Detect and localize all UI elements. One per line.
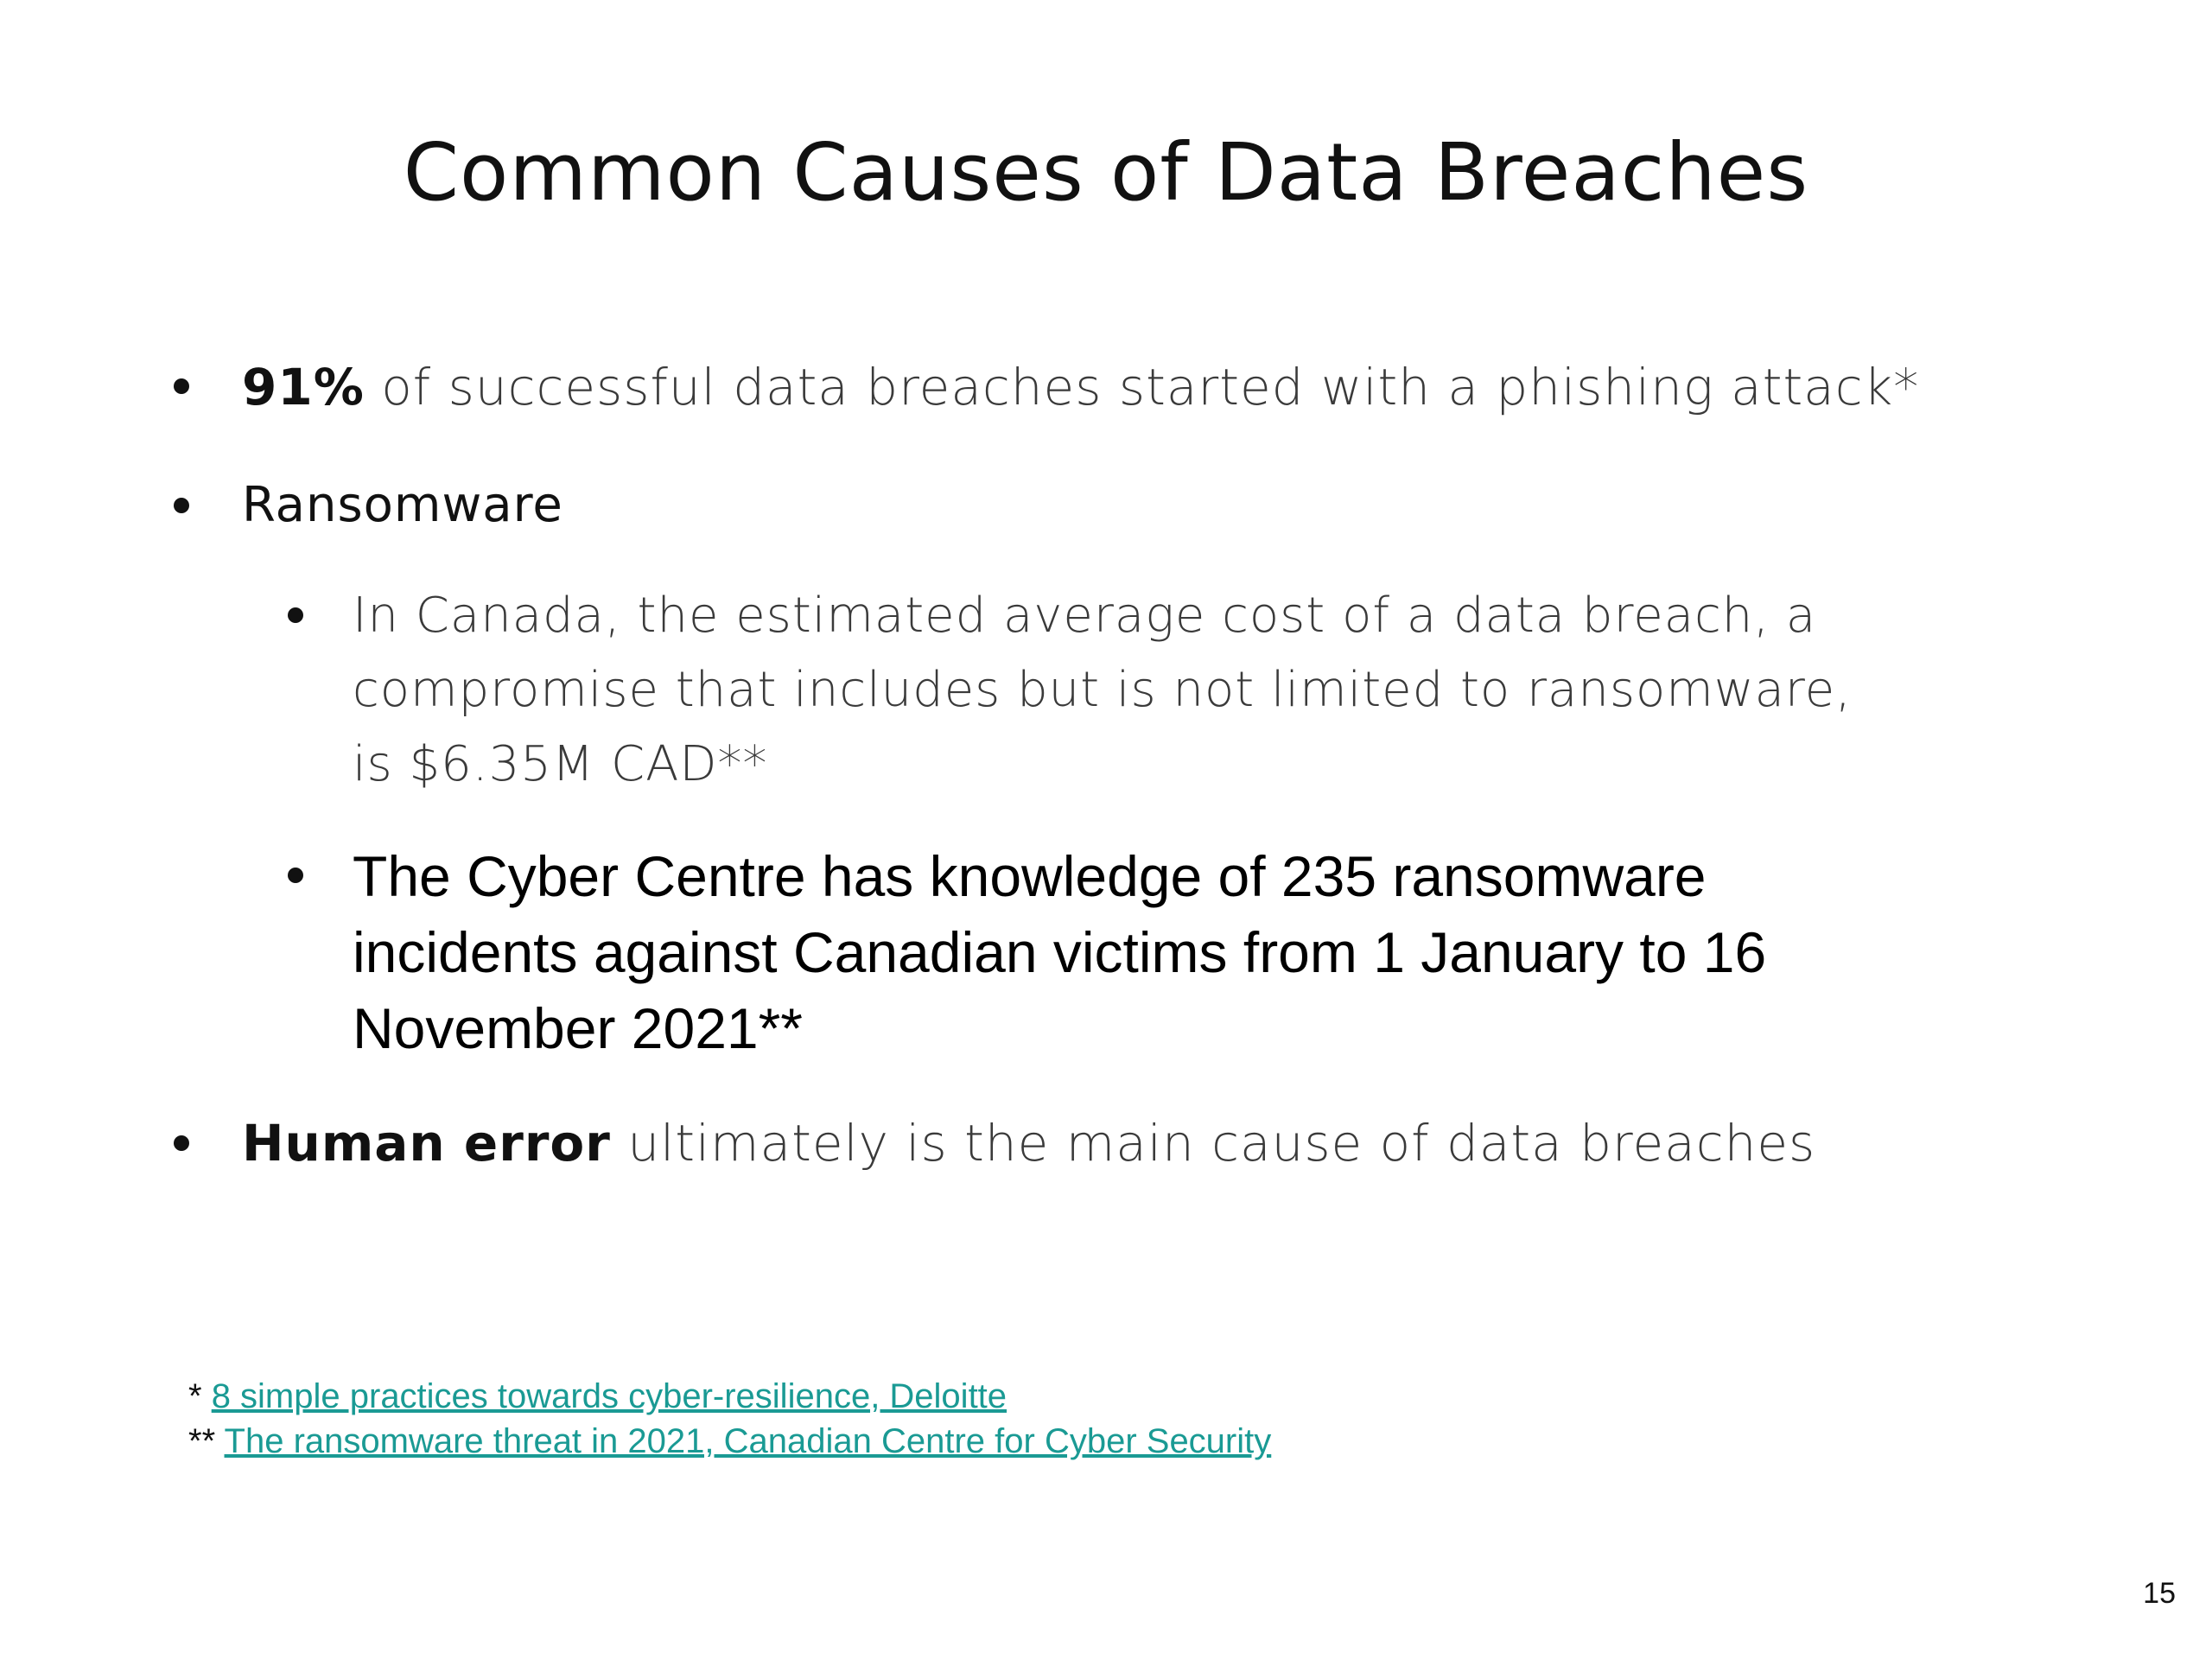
bullet-phishing-stat: 91%	[242, 358, 365, 416]
footnote-marker: **	[188, 1422, 225, 1460]
sub-bullet-dot	[288, 607, 303, 623]
slide-title: Common Causes of Data Breaches	[403, 126, 1809, 219]
footnote-marker: *	[188, 1377, 212, 1415]
bullet-dot	[174, 378, 189, 394]
bullet-human-error-label: Human error	[242, 1114, 611, 1173]
sub-bullet-dot	[288, 868, 303, 883]
sub-bullet-cost: In Canada, the estimated average cost of a data breach, a compromise that includes but is not limited to ransomware, is $6.35M CAD**	[353, 588, 1852, 792]
bullet-human-error-text: ultimately is the main cause of data breaches	[610, 1114, 1816, 1173]
footnote-link-deloitte[interactable]: 8 simple practices towards cyber-resilience, Deloitte	[211, 1377, 1007, 1415]
bullet-ransomware-label: Ransomware	[242, 477, 563, 533]
bullet-phishing	[242, 353, 1919, 422]
footnotes	[188, 1374, 1271, 1464]
footnote-1	[188, 1374, 1271, 1419]
footnote-2	[188, 1419, 1271, 1464]
sub-bullet-incidents: The Cyber Centre has knowledge of 235 ransomware incidents against Canadian victims from 1 January to 16 November 2021**	[353, 844, 1767, 1060]
bullet-ransomware	[242, 471, 563, 540]
bullet-human-error	[242, 1109, 1815, 1178]
page-number: 15	[2143, 1577, 2176, 1610]
bullet-dot	[174, 1135, 189, 1151]
bullet-dot	[174, 498, 189, 513]
bullet-phishing-text: of successful data breaches started with a phishing attack*	[364, 358, 1920, 416]
footnote-link-cccs[interactable]: The ransomware threat in 2021, Canadian Centre for Cyber Security	[224, 1422, 1272, 1460]
